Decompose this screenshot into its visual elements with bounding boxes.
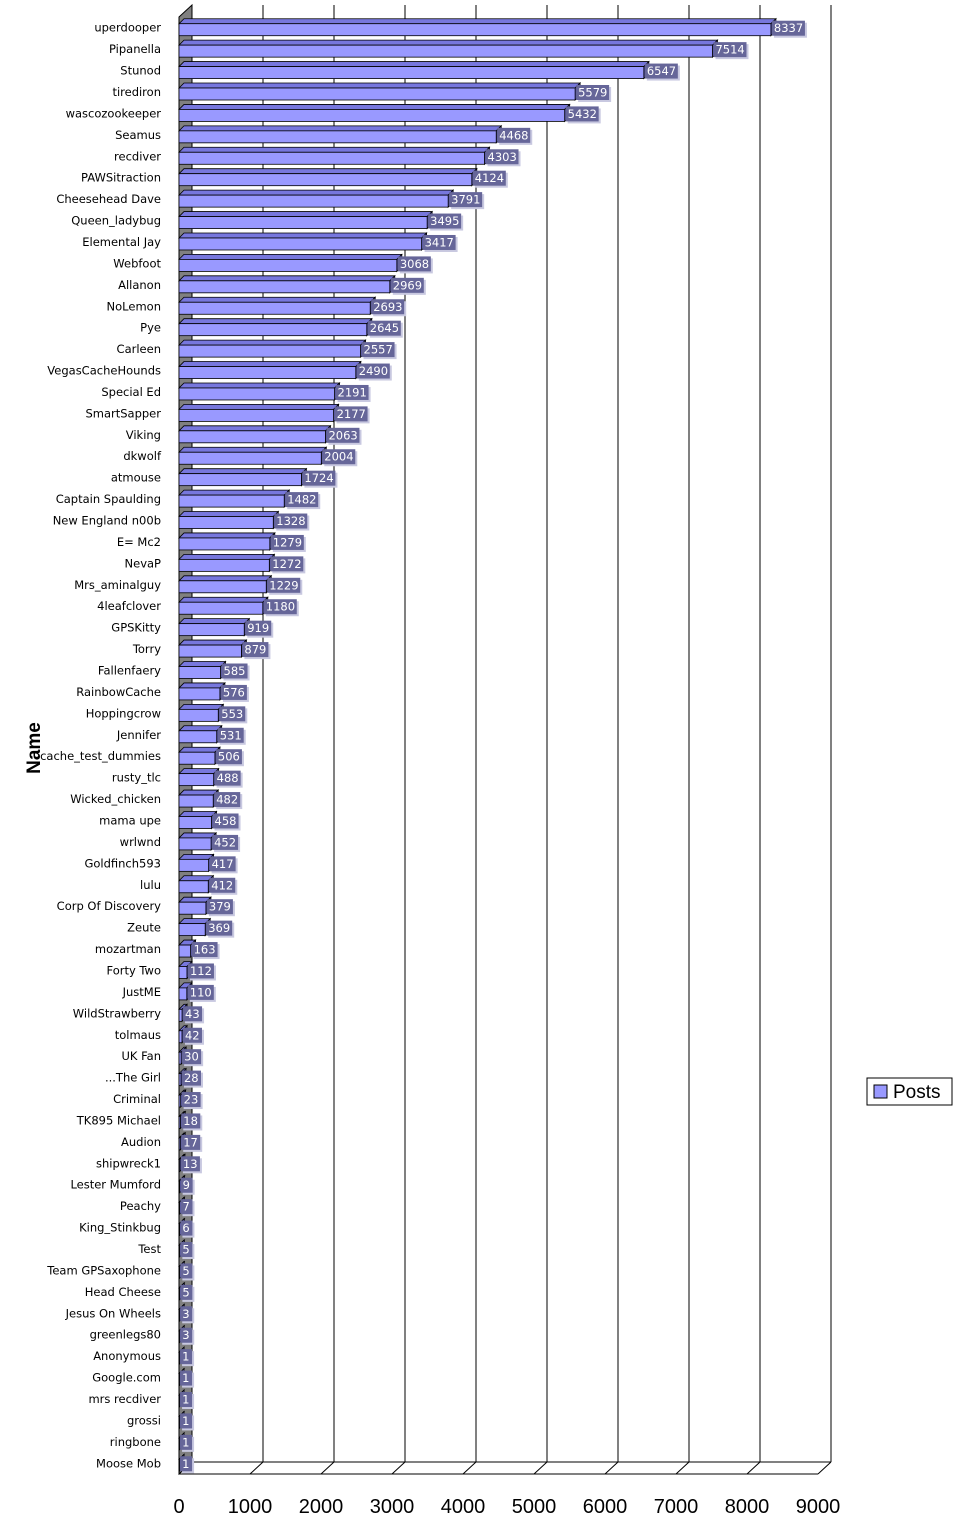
bar (179, 259, 397, 271)
category-label: recdiver (114, 149, 161, 164)
category-label: Anonymous (93, 1349, 161, 1364)
category-label: shipwreck1 (95, 1156, 161, 1171)
category-label: GPSKitty (111, 620, 161, 635)
data-label: 919 (247, 621, 270, 636)
bar (179, 1224, 180, 1236)
data-label: 163 (193, 942, 216, 957)
data-label: 1 (182, 1349, 190, 1364)
category-label: Audion (121, 1134, 161, 1149)
x-tick-label-8000: 8000 (724, 1496, 770, 1518)
bars-group (179, 19, 807, 1474)
bar (179, 174, 472, 186)
category-label: mrs recdiver (88, 1392, 161, 1407)
bar (179, 1288, 180, 1300)
bar (179, 1052, 181, 1064)
bar-top (179, 447, 326, 452)
bar (179, 1416, 180, 1428)
category-label: NevaP (124, 556, 161, 571)
bar (179, 1309, 180, 1321)
bar-top (179, 169, 477, 174)
bar (179, 324, 367, 336)
category-label: TK895 Michael (76, 1113, 161, 1128)
data-label: 2969 (392, 278, 423, 293)
data-label: 1272 (272, 556, 302, 571)
category-label: Pipanella (108, 42, 161, 57)
category-label: Lester Mumford (70, 1177, 161, 1192)
data-label: 3 (182, 1306, 190, 1321)
bar (179, 45, 712, 57)
bar (179, 645, 241, 657)
category-label: atmouse (110, 470, 161, 485)
bar (179, 902, 206, 914)
data-label: 379 (208, 899, 231, 914)
data-label: 5 (182, 1242, 190, 1257)
x-tick-label-5000: 5000 (511, 1496, 557, 1518)
bar-top (179, 297, 375, 302)
category-label: ...The Girl (104, 1070, 161, 1085)
bar (179, 1159, 180, 1171)
data-label: 9 (182, 1178, 190, 1193)
category-label: Head Cheese (84, 1284, 161, 1299)
legend (867, 1078, 952, 1105)
data-label: 585 (223, 664, 246, 679)
category-label: lulu (140, 877, 161, 892)
bar (179, 1009, 182, 1021)
bar-top (179, 104, 570, 109)
bar-top (179, 190, 453, 195)
floor-line-2000 (321, 1462, 334, 1474)
bar-top (179, 383, 340, 388)
data-label: 488 (216, 771, 239, 786)
data-label: 30 (184, 1049, 199, 1064)
bar (179, 624, 244, 636)
category-label: JustME (122, 984, 161, 999)
category-label: 4leafclover (97, 599, 161, 614)
bar (179, 1374, 180, 1386)
bar (179, 924, 205, 936)
category-label: King_Stinkbug (79, 1220, 161, 1235)
category-label: SmartSapper (85, 406, 161, 421)
data-label: 2063 (328, 428, 358, 443)
bar (179, 1095, 181, 1107)
bar (179, 1395, 180, 1407)
bar (179, 131, 496, 143)
bar (179, 838, 211, 850)
data-label: 43 (185, 1006, 200, 1021)
bar (179, 988, 187, 1000)
bar (179, 752, 215, 764)
bar (179, 581, 266, 593)
data-label: 1482 (287, 492, 317, 507)
bar-top (179, 876, 213, 881)
bar-top (179, 254, 402, 259)
data-label: 23 (183, 1092, 199, 1107)
data-label: 6547 (646, 64, 677, 79)
bar (179, 667, 221, 679)
bar-top (179, 126, 501, 131)
bar-top (179, 233, 427, 238)
category-label: Criminal (113, 1092, 161, 1107)
category-label: Hoppingcrow (85, 706, 161, 721)
category-label: Stunod (120, 63, 161, 78)
category-label: Corp Of Discovery (56, 899, 161, 914)
floor-line-5000 (534, 1462, 547, 1474)
bar (179, 966, 187, 978)
category-label: rusty_tlc (111, 770, 161, 785)
data-label: 2004 (324, 449, 354, 464)
bar-top (179, 554, 274, 559)
bar-top (179, 40, 717, 45)
bar (179, 302, 370, 314)
bar (179, 602, 263, 614)
data-label: 1724 (304, 471, 334, 486)
data-label: 1 (182, 1392, 190, 1407)
bar (179, 281, 390, 293)
category-label: Moose Mob (96, 1456, 161, 1471)
data-label: 4124 (474, 171, 505, 186)
data-label: 482 (216, 792, 239, 807)
bar (179, 409, 334, 421)
category-label: Pye (140, 320, 161, 335)
bar (179, 1138, 180, 1150)
bar-top (179, 576, 271, 581)
category-label: Goldfinch593 (84, 856, 161, 871)
category-label: wascozookeeper (65, 106, 161, 121)
data-label: 1180 (265, 599, 296, 614)
category-label: New England n00b (52, 513, 161, 528)
bar-top (179, 340, 366, 345)
category-label: Special Ed (101, 384, 161, 399)
bar-top (179, 212, 432, 217)
bar (179, 731, 217, 743)
bar-top (179, 790, 218, 795)
x-tick-label-0: 0 (173, 1496, 185, 1518)
floor-line-6000 (605, 1462, 618, 1474)
category-label: mama upe (99, 813, 161, 828)
bar-top (179, 319, 372, 324)
category-label: Cheesehead Dave (56, 192, 161, 207)
data-label: 2557 (363, 342, 393, 357)
bar (179, 452, 321, 464)
category-label: Jennifer (116, 727, 161, 742)
data-label: 1 (182, 1456, 190, 1471)
bar-top (179, 640, 246, 645)
data-label: 417 (211, 856, 234, 871)
x-tick-label-4000: 4000 (440, 1496, 486, 1518)
data-label: 2693 (373, 299, 403, 314)
bar (179, 1438, 180, 1450)
category-label: Zeute (127, 920, 161, 935)
data-label: 3 (182, 1328, 190, 1343)
category-label: tirediron (112, 84, 161, 99)
bar-top (179, 597, 268, 602)
data-label: 5579 (578, 85, 608, 100)
data-label: 112 (189, 963, 212, 978)
data-label: 17 (183, 1135, 198, 1150)
data-label: 110 (189, 985, 212, 1000)
bar-top (179, 490, 289, 495)
category-label: E= Mc2 (116, 534, 161, 549)
bar-top (179, 276, 395, 281)
bar (179, 881, 208, 893)
data-label: 3791 (451, 192, 481, 207)
bar-top (179, 362, 361, 367)
data-label: 879 (244, 642, 267, 657)
floor-line-1000 (250, 1462, 263, 1474)
bar (179, 709, 218, 721)
data-label: 4303 (487, 149, 517, 164)
floor-line-4000 (463, 1462, 476, 1474)
bar (179, 859, 209, 871)
category-label: mozartman (94, 942, 161, 957)
data-label: 1328 (276, 514, 306, 529)
bar (179, 1331, 180, 1343)
category-label: Torry (132, 642, 161, 657)
bar (179, 538, 270, 550)
bar-top (179, 619, 249, 624)
bar (179, 945, 191, 957)
bar (179, 1245, 180, 1257)
bar-top (179, 726, 222, 731)
data-label: 1229 (269, 578, 299, 593)
data-label: 3495 (430, 214, 460, 229)
category-label: grossi (127, 1413, 161, 1428)
bar-top (179, 833, 216, 838)
y-axis-title: Name (24, 722, 45, 774)
bar (179, 67, 644, 79)
bar (179, 1352, 180, 1364)
category-label: Mrs_aminalguy (74, 577, 161, 592)
bar (179, 474, 301, 486)
data-label: 6 (182, 1221, 190, 1236)
legend-label-posts: Posts (893, 1082, 941, 1103)
category-label: Webfoot (113, 256, 161, 271)
data-label: 458 (214, 813, 237, 828)
category-label: WildStrawberry (72, 1006, 161, 1021)
category-label: Google.com (92, 1370, 161, 1385)
bar (179, 1116, 180, 1128)
category-label: tolmaus (114, 1027, 161, 1042)
data-label: 42 (184, 1028, 200, 1043)
category-label: Carleen (116, 342, 161, 357)
bar (179, 152, 485, 164)
category-label: Captain Spaulding (55, 492, 161, 507)
floor-line-9000 (818, 1462, 831, 1474)
floor-line-8000 (747, 1462, 760, 1474)
floor-line-3000 (392, 1462, 405, 1474)
bar (179, 388, 335, 400)
category-label: Team GPSaxophone (47, 1263, 161, 1278)
bar (179, 24, 771, 36)
category-label: Viking (125, 427, 161, 442)
x-tick-labels (173, 1496, 840, 1518)
data-label: 506 (217, 749, 240, 764)
bar (179, 816, 212, 828)
bar (179, 495, 284, 507)
category-label: UK Fan (121, 1049, 161, 1064)
bar-top (179, 469, 306, 474)
data-label: 1279 (272, 535, 303, 550)
data-label: 7514 (715, 42, 745, 57)
category-label: Seamus (115, 127, 161, 142)
bar (179, 559, 269, 571)
bar-top (179, 811, 217, 816)
data-label: 2177 (336, 406, 366, 421)
category-label: Wicked_chicken (70, 792, 161, 807)
bar-top (179, 854, 214, 859)
data-label: 1 (182, 1413, 190, 1428)
data-label: 576 (222, 685, 245, 700)
category-label: Peachy (119, 1199, 161, 1214)
bar (179, 517, 273, 529)
data-label: 18 (183, 1113, 198, 1128)
bar (179, 88, 575, 100)
data-label: 2490 (358, 364, 389, 379)
bar-top (179, 426, 330, 431)
data-label: 5 (182, 1263, 190, 1278)
x-tick-label-1000: 1000 (227, 1496, 273, 1518)
bar-top (179, 769, 219, 774)
data-label: 4468 (499, 128, 529, 143)
bar (179, 1181, 180, 1193)
bar-top (179, 83, 580, 88)
x-tick-label-7000: 7000 (653, 1496, 699, 1518)
category-label: Fallenfaery (97, 663, 161, 678)
bar-top (179, 747, 220, 752)
data-label: 412 (211, 878, 234, 893)
category-label: Forty Two (106, 963, 161, 978)
category-labels (40, 21, 162, 1471)
category-label: Queen_ladybug (71, 213, 161, 228)
bar-top (179, 704, 223, 709)
x-tick-label-2000: 2000 (298, 1496, 344, 1518)
bar-top (179, 683, 225, 688)
category-label: wrlwnd (119, 834, 161, 849)
x-tick-label-3000: 3000 (369, 1496, 415, 1518)
data-label: 452 (214, 835, 237, 850)
category-label: greenlegs80 (89, 1327, 161, 1342)
bar-top (179, 404, 339, 409)
bar (179, 345, 361, 357)
category-label: Elemental Jay (82, 234, 161, 249)
data-label: 1 (182, 1371, 190, 1386)
data-label: 369 (208, 921, 231, 936)
bar-top (179, 62, 649, 67)
data-label: 553 (221, 706, 244, 721)
bar (179, 195, 448, 207)
bar-top (179, 147, 490, 152)
bar (179, 238, 422, 250)
bar-top (179, 662, 226, 667)
category-label: Test (138, 1242, 161, 1257)
x-tick-label-9000: 9000 (795, 1496, 841, 1518)
bar (179, 1266, 180, 1278)
data-label: 7 (182, 1199, 190, 1214)
category-label: NoLemon (106, 299, 161, 314)
data-label: 5 (182, 1285, 190, 1300)
bar-top (179, 512, 278, 517)
bar (179, 1031, 182, 1043)
bar (179, 688, 220, 700)
category-label: Allanon (118, 277, 161, 292)
category-label: cache_test_dummies (40, 749, 161, 764)
bar (179, 1459, 180, 1471)
bar (179, 109, 565, 121)
category-label: PAWSitraction (81, 170, 161, 185)
data-label: 8337 (773, 21, 804, 36)
data-label: 13 (182, 1156, 198, 1171)
data-label: 2645 (369, 321, 400, 336)
data-label: 531 (219, 728, 242, 743)
category-label: ringbone (109, 1434, 161, 1449)
data-label: 3417 (424, 235, 454, 250)
floor-line-7000 (676, 1462, 689, 1474)
bar (179, 217, 427, 229)
bar (179, 1202, 180, 1214)
data-label: 5432 (567, 106, 597, 121)
category-label: RainbowCache (76, 684, 161, 699)
data-label: 28 (183, 1071, 199, 1086)
bar-top (179, 19, 776, 24)
data-label: 1 (182, 1435, 190, 1450)
bar (179, 774, 214, 786)
data-label: 2191 (337, 385, 367, 400)
bar (179, 1074, 181, 1086)
category-label: VegasCacheHounds (47, 363, 161, 378)
bar (179, 367, 356, 379)
bar (179, 431, 325, 443)
category-label: dkwolf (123, 449, 161, 464)
data-label: 3068 (399, 256, 430, 271)
bar-top (179, 533, 275, 538)
x-tick-label-6000: 6000 (582, 1496, 628, 1518)
legend-swatch (874, 1085, 887, 1098)
category-label: Jesus On Wheels (65, 1306, 161, 1321)
category-label: uperdooper (94, 20, 161, 35)
bar (179, 795, 213, 807)
